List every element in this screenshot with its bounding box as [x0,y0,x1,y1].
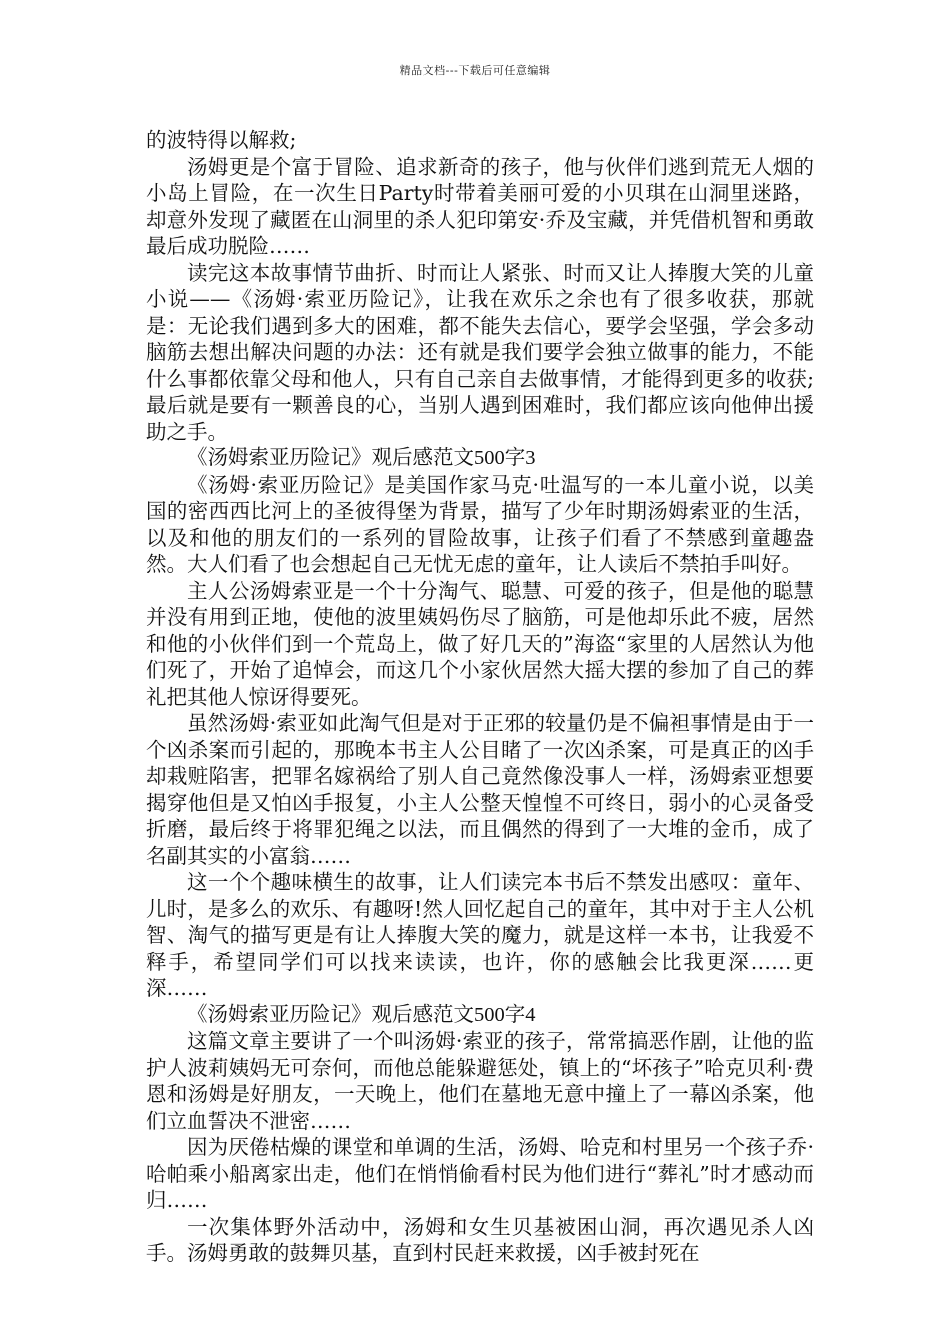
paragraph: 因为厌倦枯燥的课堂和单调的生活，汤姆、哈克和村里另一个孩子乔·哈帕乘小船离家出走，他们在悄悄偷看村民为他们进行“葬礼”时才感动而归…… [146,1135,814,1212]
paragraph: 这篇文章主要讲了一个叫汤姆·索亚的孩子，常常搞恶作剧，让他的监护人波莉姨妈无可奈何，而他总能躲避惩处，镇上的“坏孩子”哈克贝利·费恩和汤姆是好朋友，一天晚上，他们在墓地无意中撞上了一幕凶杀案，他们立血誓决不泄密…… [146,1029,814,1133]
paragraph: 读完这本故事情节曲折、时而让人紧张、时而又让人捧腹大笑的儿童小说——《汤姆·索亚历险记》，让我在欢乐之余也有了很多收获，那就是：无论我们遇到多大的困难，都不能失去信心，要学会坚强，学会多动脑筋去想出解决问题的办法：还有就是我们要学会独立做事的能力，不能什么事都依靠父母和他人，只有自己亲自去做事情，才能得到更多的收获;最后就是要有一颗善良的心，当别人遇到困难时，我们都应该向他伸出援助之手。 [146,260,814,444]
page-header: 精品文档---下载后可任意编辑 [399,64,551,77]
paragraph: 的波特得以解救; [146,128,297,152]
document-body [146,127,814,1267]
paragraph: 《汤姆·索亚历险记》是美国作家马克·吐温写的一本儿童小说，以美国的密西西比河上的圣彼得堡为背景，描写了少年时期汤姆索亚的生活，以及和他的朋友们的一系列的冒险故事，让孩子们看了不禁感到童趣盎然。大人们看了也会想起自己无忧无虑的童年，让人读后不禁拍手叫好。 [146,472,814,576]
paragraph: 虽然汤姆·索亚如此淘气但是对于正邪的较量仍是不偏袒事情是由于一个凶杀案而引起的，那晚本书主人公目睹了一次凶杀案，可是真正的凶手却栽赃陷害，把罪名嫁祸给了别人自己竟然像没事人一样，汤姆索亚想要揭穿他但是又怕凶手报复，小主人公整天惶惶不可终日，弱小的心灵备受折磨，最后终于将罪犯绳之以法，而且偶然的得到了一大堆的金币，成了名副其实的小富翁…… [146,711,814,868]
section-title: 《汤姆索亚历险记》观后感范文500字4 [187,1003,536,1026]
paragraph: 汤姆更是个富于冒险、追求新奇的孩子，他与伙伴们逃到荒无人烟的小岛上冒险，在一次生日Party时带着美丽可爱的小贝琪在山洞里迷路，却意外发现了藏匿在山洞里的杀人犯印第安·乔及宝藏，并凭借机智和勇敢最后成功脱险…… [146,154,814,258]
paragraph: 这一个个趣味横生的故事，让人们读完本书后不禁发出感叹：童年、儿时，是多么的欢乐、有趣呀!然人回忆起自己的童年，其中对于主人公机智、淘气的描写更是有让人捧腹大笑的魔力，就是这样一本书，让我爱不释手，希望同学们可以找来读读，也许，你的感触会比我更深……更深…… [146,870,814,1000]
paragraph: 主人公汤姆索亚是一个十分淘气、聪慧、可爱的孩子，但是他的聪慧并没有用到正地，使他的波里姨妈伤尽了脑筋，可是他却乐此不疲，居然和他的小伙伴们到一个荒岛上，做了好几天的”海盗“家里的人居然认为他们死了，开始了追悼会，而这几个小家伙居然大摇大摆的参加了自己的葬礼把其他人惊讶得要死。 [146,578,814,709]
paragraph: 一次集体野外活动中，汤姆和女生贝基被困山洞，再次遇见杀人凶手。汤姆勇敢的鼓舞贝基，直到村民赶来救援，凶手被封死在 [146,1214,814,1265]
section-title: 《汤姆索亚历险记》观后感范文500字3 [187,447,536,469]
